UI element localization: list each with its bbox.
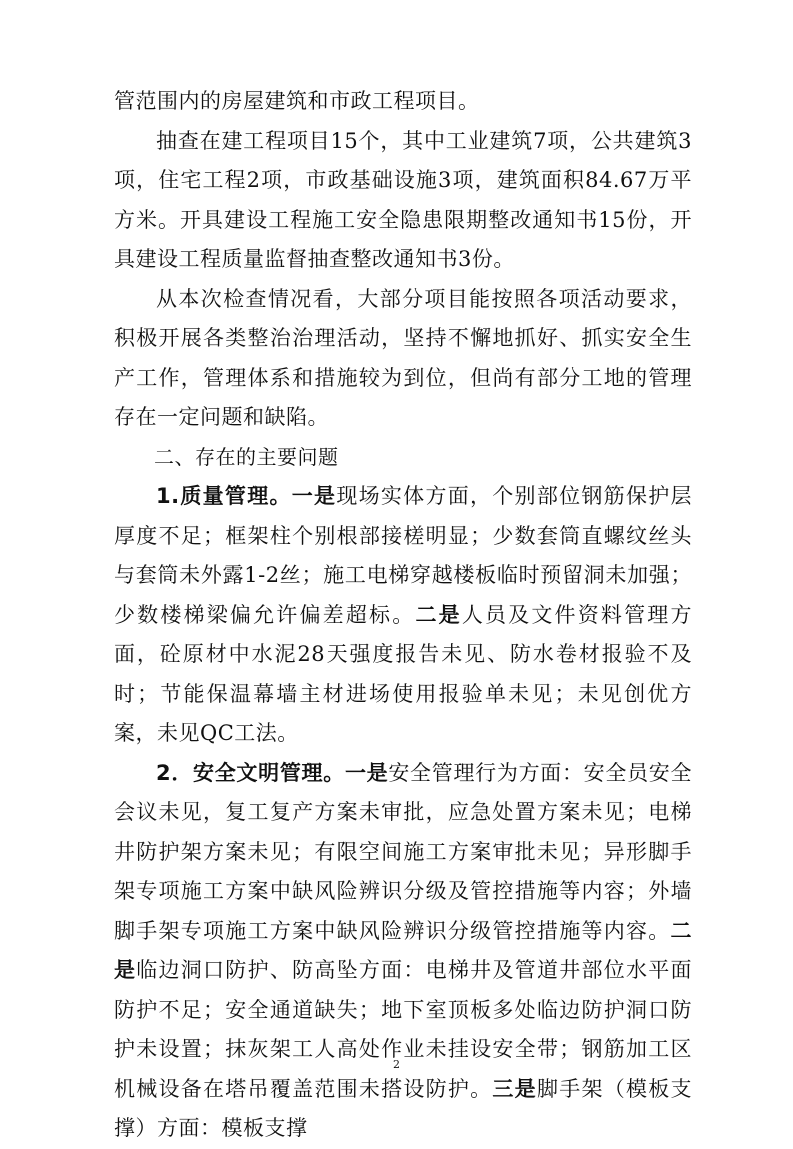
page-number: 2 [393, 1058, 400, 1071]
document-body [114, 82, 692, 1149]
quality-first-point-label: 一是 [291, 484, 337, 508]
quality-management-title: 1.质量管理。 [156, 484, 292, 508]
paragraph-inspection-summary: 抽查在建工程项目15个，其中工业建筑7项，公共建筑3项，住宅工程2项，市政基础设施3项，建筑面积84.67万平方米。开具建设工程施工安全隐患限期整改通知书15份，开具建设工程质量监督抽查整改通知书3份。 [114, 128, 692, 271]
safety-second-point-label: 二是 [114, 918, 692, 982]
paragraph-inspection-findings: 从本次检查情况看，大部分项目能按照各项活动要求，积极开展各类整治治理活动，坚持不懈地抓好、抓实安全生产工作，管理体系和措施较为到位，但尚有部分工地的管理存在一定问题和缺陷。 [114, 286, 692, 429]
safety-first-point-label: 一是 [344, 760, 389, 785]
safety-third-point-text: 脚手架（模板支撑）方面：模板支撑 [114, 1076, 693, 1140]
safety-first-point-text: 安全管理行为方面：安全员安全会议未见，复工复产方案未审批，应急处置方案未见；电梯井防护架方案未见；有限空间施工方案审批未见；异形脚手架专项施工方案中缺风险辨识分级及管控措施等内容；外墙脚手架专项施工方案中缺风险辨识分级管控措施等内容。 [114, 760, 692, 943]
safety-third-point-label: 三是 [492, 1076, 537, 1101]
paragraph-safety-management [114, 754, 692, 1149]
paragraph-continuation: 管范围内的房屋建筑和市政工程项目。 [114, 89, 480, 113]
quality-first-point-text: 现场实体方面，个别部位钢筋保护层厚度不足；框架柱个别根部接槎明显；少数套筒直螺纹丝头与套筒未外露1-2丝；施工电梯穿越楼板临时预留洞未加强；少数楼梯梁偏允许偏差超标。 [114, 484, 693, 627]
section-heading-main-problems: 二、存在的主要问题 [154, 444, 339, 469]
safety-second-point-text: 临边洞口防护、防高坠方面：电梯井及管道井部位水平面防护不足；安全通道缺失；地下室顶板多处临边防护洞口防护未设置；抹灰架工人高处作业未挂设安全带；钢筋加工区机械设备在塔吊覆盖范围未搭设防护。 [114, 958, 693, 1101]
quality-second-point-label: 二是 [415, 602, 462, 627]
paragraph-quality-management [114, 477, 692, 754]
quality-second-point-text: 人员及文件资料管理方面，砼原材中水泥28天强度报告未见、防水卷材报验不及时；节能保温幕墙主材进场使用报验单未见；未见创优方案，未见QC工法。 [114, 602, 692, 745]
safety-management-title: 2．安全文明管理。 [156, 760, 345, 785]
